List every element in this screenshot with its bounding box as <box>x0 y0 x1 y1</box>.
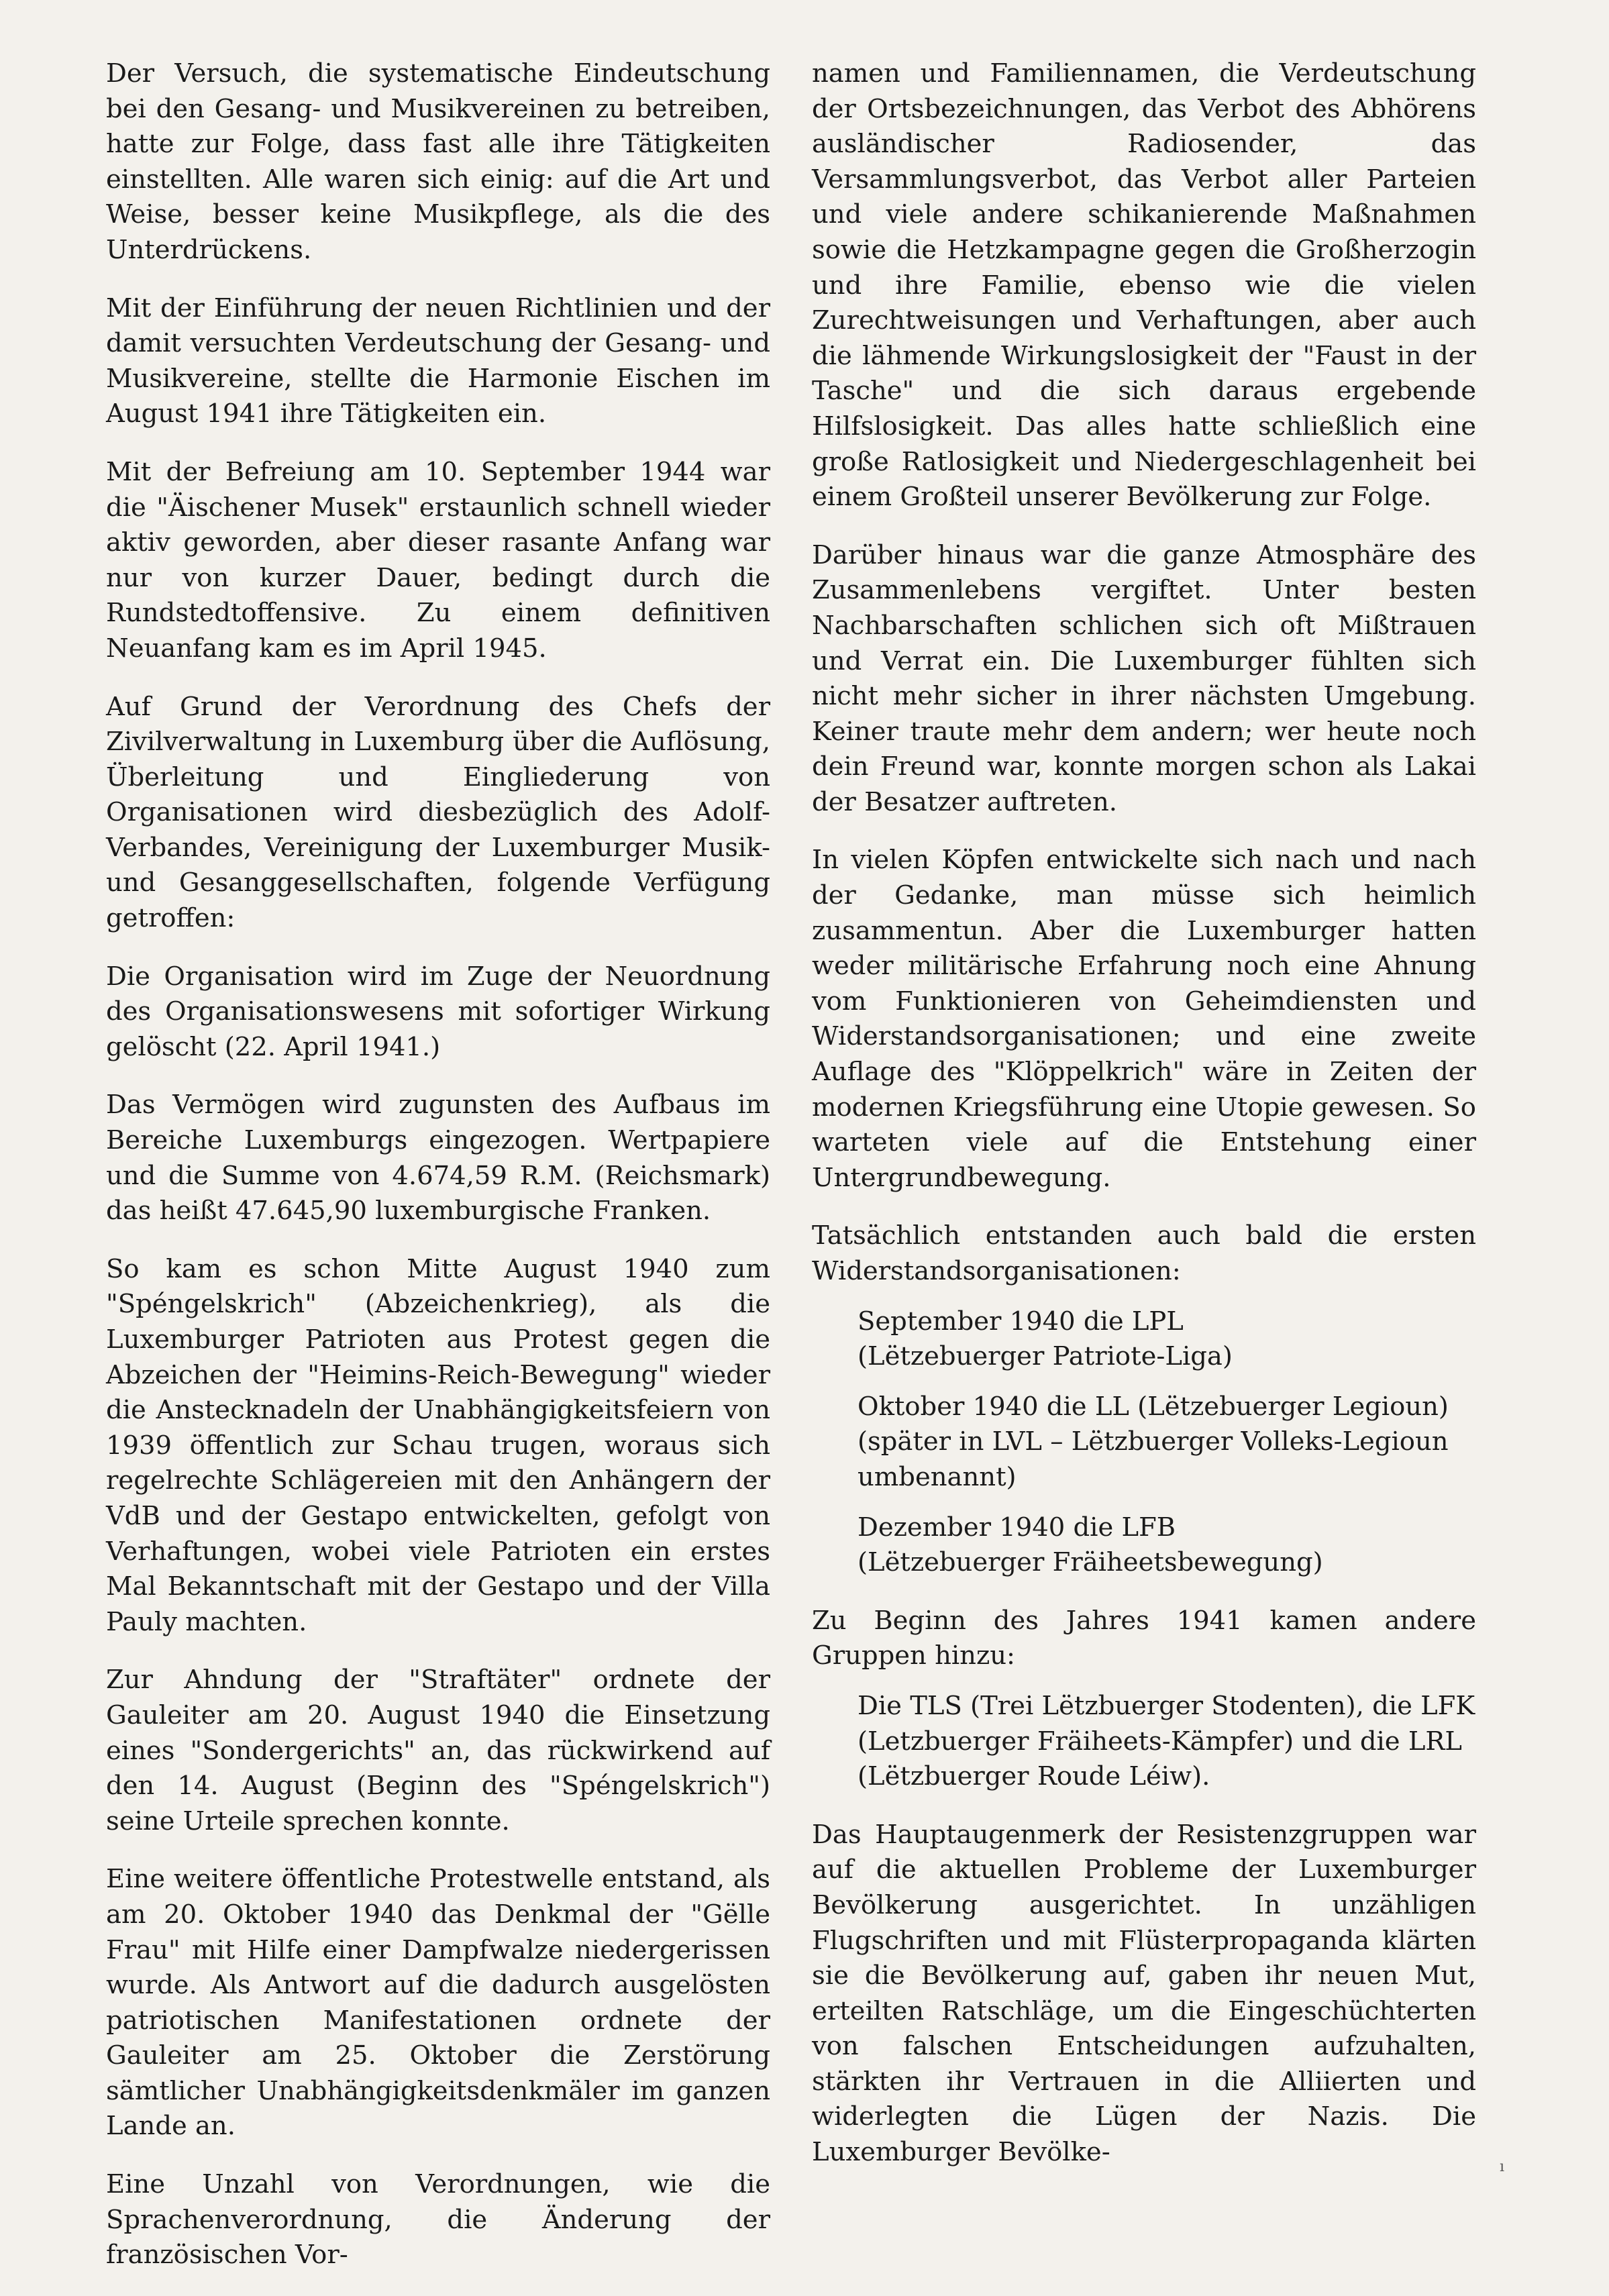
org-description: (Lëtzebuerger Patriote-Liga) <box>858 1341 1233 1372</box>
paragraph: In vielen Köpfen entwickelte sich nach und nach der Gedanke, man müsse sich heimlich zusammentun. Aber die Luxemburger hatten weder militärische Erfahrung noch eine Ahnung vom Funktionieren von Geheimdiensten und Widerstandsorganisationen; und eine zweite Auflage des "Klöppelkrich" wäre in Zeiten der modernen Kriegsführung eine Utopie gewesen. So warteten viele auf die Entstehung einer Untergrundbewegung. <box>812 845 1476 1193</box>
resistance-org-lfb <box>858 1510 1476 1581</box>
paragraph: Zur Ahndung der "Straftäter" ordnete der Gauleiter am 20. August 1940 die Einsetzung eines "Sondergerichts" an, das rückwirkend auf den 14. August (Beginn des "Spéngelskrich") seine Urteile sprechen konnte. <box>106 1665 770 1836</box>
right-column <box>812 56 1476 2193</box>
paragraph: Tatsächlich entstanden auch bald die ersten Widerstandsorganisationen: <box>812 1220 1476 1286</box>
paragraph: Auf Grund der Verordnung des Chefs der Zivilverwaltung in Luxemburg über die Auflösung, Überleitung und Eingliederung von Organisationen wird diesbezüglich des Adolf-Verbandes, Vereinigung der Luxemburger Musik- und Gesanggesellschaften, folgende Verfügung getroffen: <box>106 691 770 934</box>
groups-1941: Die TLS (Trei Lëtzbuerger Stodenten), die LFK (Letzbuerger Fräiheets-Kämpfer) und die LRL (Lëtzbuerger Roude Léiw). <box>858 1690 1475 1792</box>
paragraph: namen und Familiennamen, die Verdeutschung der Ortsbezeichnungen, das Verbot des Abhörens ausländischer Radiosender, das Versammlungsverbot, das Verbot aller Parteien und viele andere schikanierende Maßnahmen sowie die Hetzkampagne gegen die Großherzogin und ihre Familie, ebenso wie die vielen Zurechtweisungen und Verhaftungen, aber auch die lähmende Wirkungslosigkeit der "Faust in der Tasche" und die sich daraus ergebende Hilfslosigkeit. Das alles hatte schließlich eine große Ratlosigkeit und Niedergeschlagenheit bei einem Großteil unserer Bevölkerung zur Folge. <box>812 58 1476 513</box>
paragraph: Mit der Einführung der neuen Richtlinien und der damit versuchten Verdeutschung der Gesang- und Musikvereine, stellte die Harmonie Eischen im August 1941 ihre Tätigkeiten ein. <box>106 293 770 429</box>
paragraph: Die Organisation wird im Zuge der Neuordnung des Organisationswesens mit sofortiger Wirkung gelöscht (22. April 1941.) <box>106 961 770 1062</box>
resistance-org-ll <box>858 1390 1476 1496</box>
paragraph: Eine Unzahl von Verordnungen, wie die Sprachenverordnung, die Änderung der französischen Vor- <box>106 2169 770 2271</box>
org-description: (Lëtzebuerger Fräiheetsbewegung) <box>858 1547 1323 1578</box>
paragraph: Mit der Befreiung am 10. September 1944 war die "Äischener Musek" erstaunlich schnell wieder aktiv geworden, aber dieser rasante Anfang war nur von kurzer Dauer, bedingt durch die Rundstedtoffensive. Zu einem definitiven Neuanfang kam es im April 1945. <box>106 456 770 664</box>
paragraph: Eine weitere öffentliche Protestwelle entstand, als am 20. Oktober 1940 das Denkmal der "Gëlle Frau" mit Hilfe einer Dampfwalze niedergerissen wurde. Als Antwort auf die dadurch ausgelösten patriotischen Manifestationen ordnete der Gauleiter am 25. Oktober die Zerstörung sämtlicher Unabhängigkeitsdenkmäler im ganzen Lande an. <box>106 1864 770 2142</box>
org-name: Dezember 1940 die LFB <box>858 1512 1176 1543</box>
org-name: Oktober 1940 die LL (Lëtzebuerger Legioun) <box>858 1391 1449 1422</box>
paragraph: So kam es schon Mitte August 1940 zum "Spéngelskrich" (Abzeichenkrieg), als die Luxemburger Patrioten aus Protest gegen die Abzeichen der "Heimins-Reich-Bewegung" wieder die Anstecknadeln der Unabhängigkeitsfeiern von 1939 öffentlich zur Schau trugen, woraus sich regelrechte Schlägereien mit den Anhängern der VdB und der Gestapo entwickelten, gefolgt von Verhaftungen, wobei viele Patrioten ein erstes Mal Bekanntschaft mit der Gestapo und der Villa Pauly machten. <box>106 1253 770 1637</box>
resistance-org-lpl <box>858 1304 1476 1375</box>
paragraph: Das Hauptaugenmerk der Resistenzgruppen war auf die aktuellen Probleme der Luxemburger Bevölkerung ausgerichtet. In unzähligen Flugschriften und mit Flüsterpropaganda klärten sie die Bevölkerung auf, gaben ihr neuen Mut, erteilten Ratschläge, um die Eingeschüchterten von falschen Entscheidungen aufzuhalten, stärkten ihr Vertrauen in die Alliierten und widerlegten die Lügen der Nazis. Die Luxemburger Bevölke- <box>812 1819 1476 2168</box>
paragraph: Das Vermögen wird zugunsten des Aufbaus im Bereiche Luxemburgs eingezogen. Wertpapiere und die Summe von 4.674,59 R.M. (Reichsmark) das heißt 47.645,90 luxemburgische Franken. <box>106 1090 770 1227</box>
org-name: September 1940 die LPL <box>858 1306 1184 1337</box>
paragraph: Darüber hinaus war die ganze Atmosphäre des Zusammenlebens vergiftet. Unter besten Nachbarschaften schlichen sich oft Mißtrauen und Verrat ein. Die Luxemburger fühlten sich nicht mehr sicher in ihrer nächsten Umgebung. Keiner traute mehr dem andern; wer heute noch dein Freund war, konnte morgen schon als Lakai der Besatzer auftreten. <box>812 539 1476 817</box>
org-description: (später in LVL – Lëtzbuerger Volleks-Legioun umbenannt) <box>858 1426 1449 1492</box>
page-mark: ı <box>1499 2158 1504 2175</box>
left-column <box>106 56 770 2296</box>
paragraph: Der Versuch, die systematische Eindeutschung bei den Gesang- und Musikvereinen zu betreiben, hatte zur Folge, dass fast alle ihre Tätigkeiten einstellten. Alle waren sich einig: auf die Art und Weise, besser keine Musikpflege, als die des Unterdrückens. <box>106 58 770 265</box>
paragraph: Zu Beginn des Jahres 1941 kamen andere Gruppen hinzu: <box>812 1605 1476 1671</box>
